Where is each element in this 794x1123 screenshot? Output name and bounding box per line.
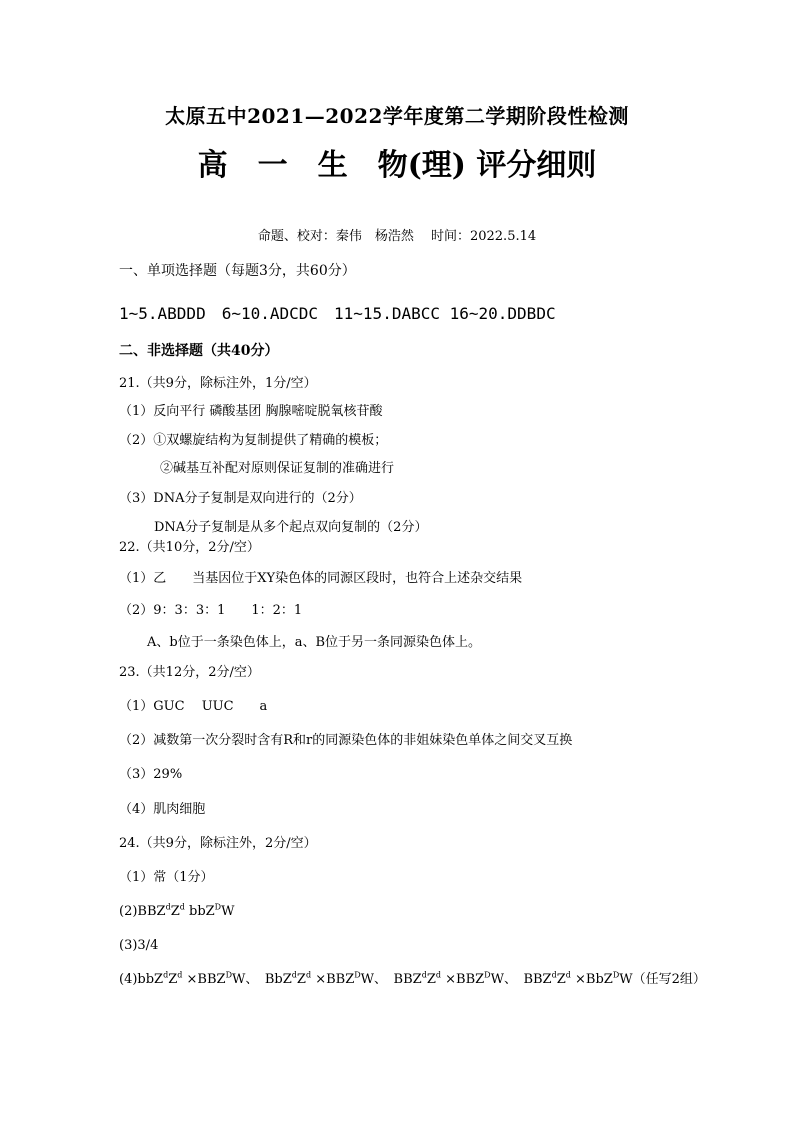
genotype-text: W [221, 904, 235, 919]
genotype-text: (2)BBZ [119, 904, 166, 919]
q22-title: 22.（共10分，2分/空） [119, 540, 260, 555]
genotype-superscript: D [225, 970, 232, 980]
q23-line1: （1）GUC UUC a [119, 699, 268, 714]
q22-line3: A、b位于一条染色体上，a、B位于另一条同源染色体上。 [147, 635, 482, 650]
q21-line4: （3）DNA分子复制是双向进行的（2分） [119, 491, 362, 506]
genotype-text: ×BBZ [311, 972, 355, 987]
genotype-text: ×BBZ [182, 972, 226, 987]
q21-title: 21.（共9分，除标注外，1分/空） [119, 376, 317, 391]
genotype-text: Z [556, 972, 566, 987]
document-title: 太原五中2021—2022学年度第二学期阶段性检测 [165, 104, 629, 128]
document-meta: 命题、校对：秦伟 杨浩然 时间：2022.5.14 [257, 229, 537, 244]
genotype-text: Z [426, 972, 436, 987]
q23-title: 23.（共12分，2分/空） [119, 665, 260, 680]
part2-heading: 二、非选择题（共40分） [119, 343, 279, 359]
genotype-superscript: d [551, 970, 557, 980]
genotype-superscript: D [612, 970, 620, 980]
genotype-text: BbZ [251, 972, 292, 987]
genotype-text: (4)bbZ [119, 972, 164, 987]
genotype-superscript: d [291, 970, 297, 980]
q22-line2: （2）9：3：3：1 1：2：1 [119, 603, 303, 618]
part1-answers: 1~5.ABDDD 6~10.ADCDC 11~15.DABCC 16~20.DDBDC [119, 304, 556, 323]
genotype-text: W（任写2组） [619, 972, 706, 987]
genotype-superscript: D [484, 970, 491, 980]
genotype-superscript: d [177, 970, 183, 980]
document-subtitle: 高 一 生 物(理) 评分细则 [197, 148, 597, 183]
genotype-superscript: d [179, 902, 185, 912]
q23-line3: （3）29% [119, 767, 183, 782]
genotype-text: bbZ [184, 904, 215, 919]
genotype-text: Z [296, 972, 306, 987]
genotype-superscript: d [421, 970, 427, 980]
genotype-text: ×BbZ [570, 972, 613, 987]
q23-line2: （2）减数第一次分裂时含有R和r的同源染色体的非姐妹染色单体之间交叉互换 [119, 733, 573, 748]
q21-line3: ②碱基互补配对原则保证复制的准确进行 [160, 461, 395, 476]
genotype-text: BBZ [380, 972, 422, 987]
genotype-text: Z [168, 972, 178, 987]
genotype-superscript: d [165, 902, 171, 912]
genotype-text: W、 [490, 972, 511, 987]
q24-line3: (3)3/4 [119, 938, 159, 953]
q22-line1: （1）乙 当基因位于XY染色体的同源区段时，也符合上述杂交结果 [119, 571, 523, 586]
genotype-superscript: d [163, 970, 169, 980]
q24-title: 24.（共9分，除标注外，2分/空） [119, 836, 317, 851]
genotype-superscript: d [435, 970, 441, 980]
genotype-superscript: D [354, 970, 361, 980]
genotype-text: W、 [231, 972, 252, 987]
q21-line2: （2）①双螺旋结构为复制提供了精确的模板； [119, 433, 388, 448]
genotype-superscript: d [305, 970, 312, 980]
genotype-text: BBZ [510, 972, 552, 987]
q24-line1: （1）常（1分） [119, 870, 214, 885]
q21-line5: DNA分子复制是从多个起点双向复制的（2分） [154, 520, 428, 535]
genotype-text: Z [170, 904, 180, 919]
genotype-superscript: D [214, 902, 222, 912]
genotype-superscript: d [565, 970, 571, 980]
q24-line4 [119, 970, 706, 987]
q24-line2 [119, 902, 235, 919]
q21-line1: （1）反向平行 磷酸基团 胸腺嘧啶脱氧核苷酸 [119, 404, 383, 419]
genotype-text: ×BBZ [440, 972, 485, 987]
part1-heading: 一、单项选择题（每题3分，共60分） [119, 263, 356, 279]
genotype-text: W、 [360, 972, 381, 987]
q23-line4: （4）肌肉细胞 [119, 802, 206, 817]
